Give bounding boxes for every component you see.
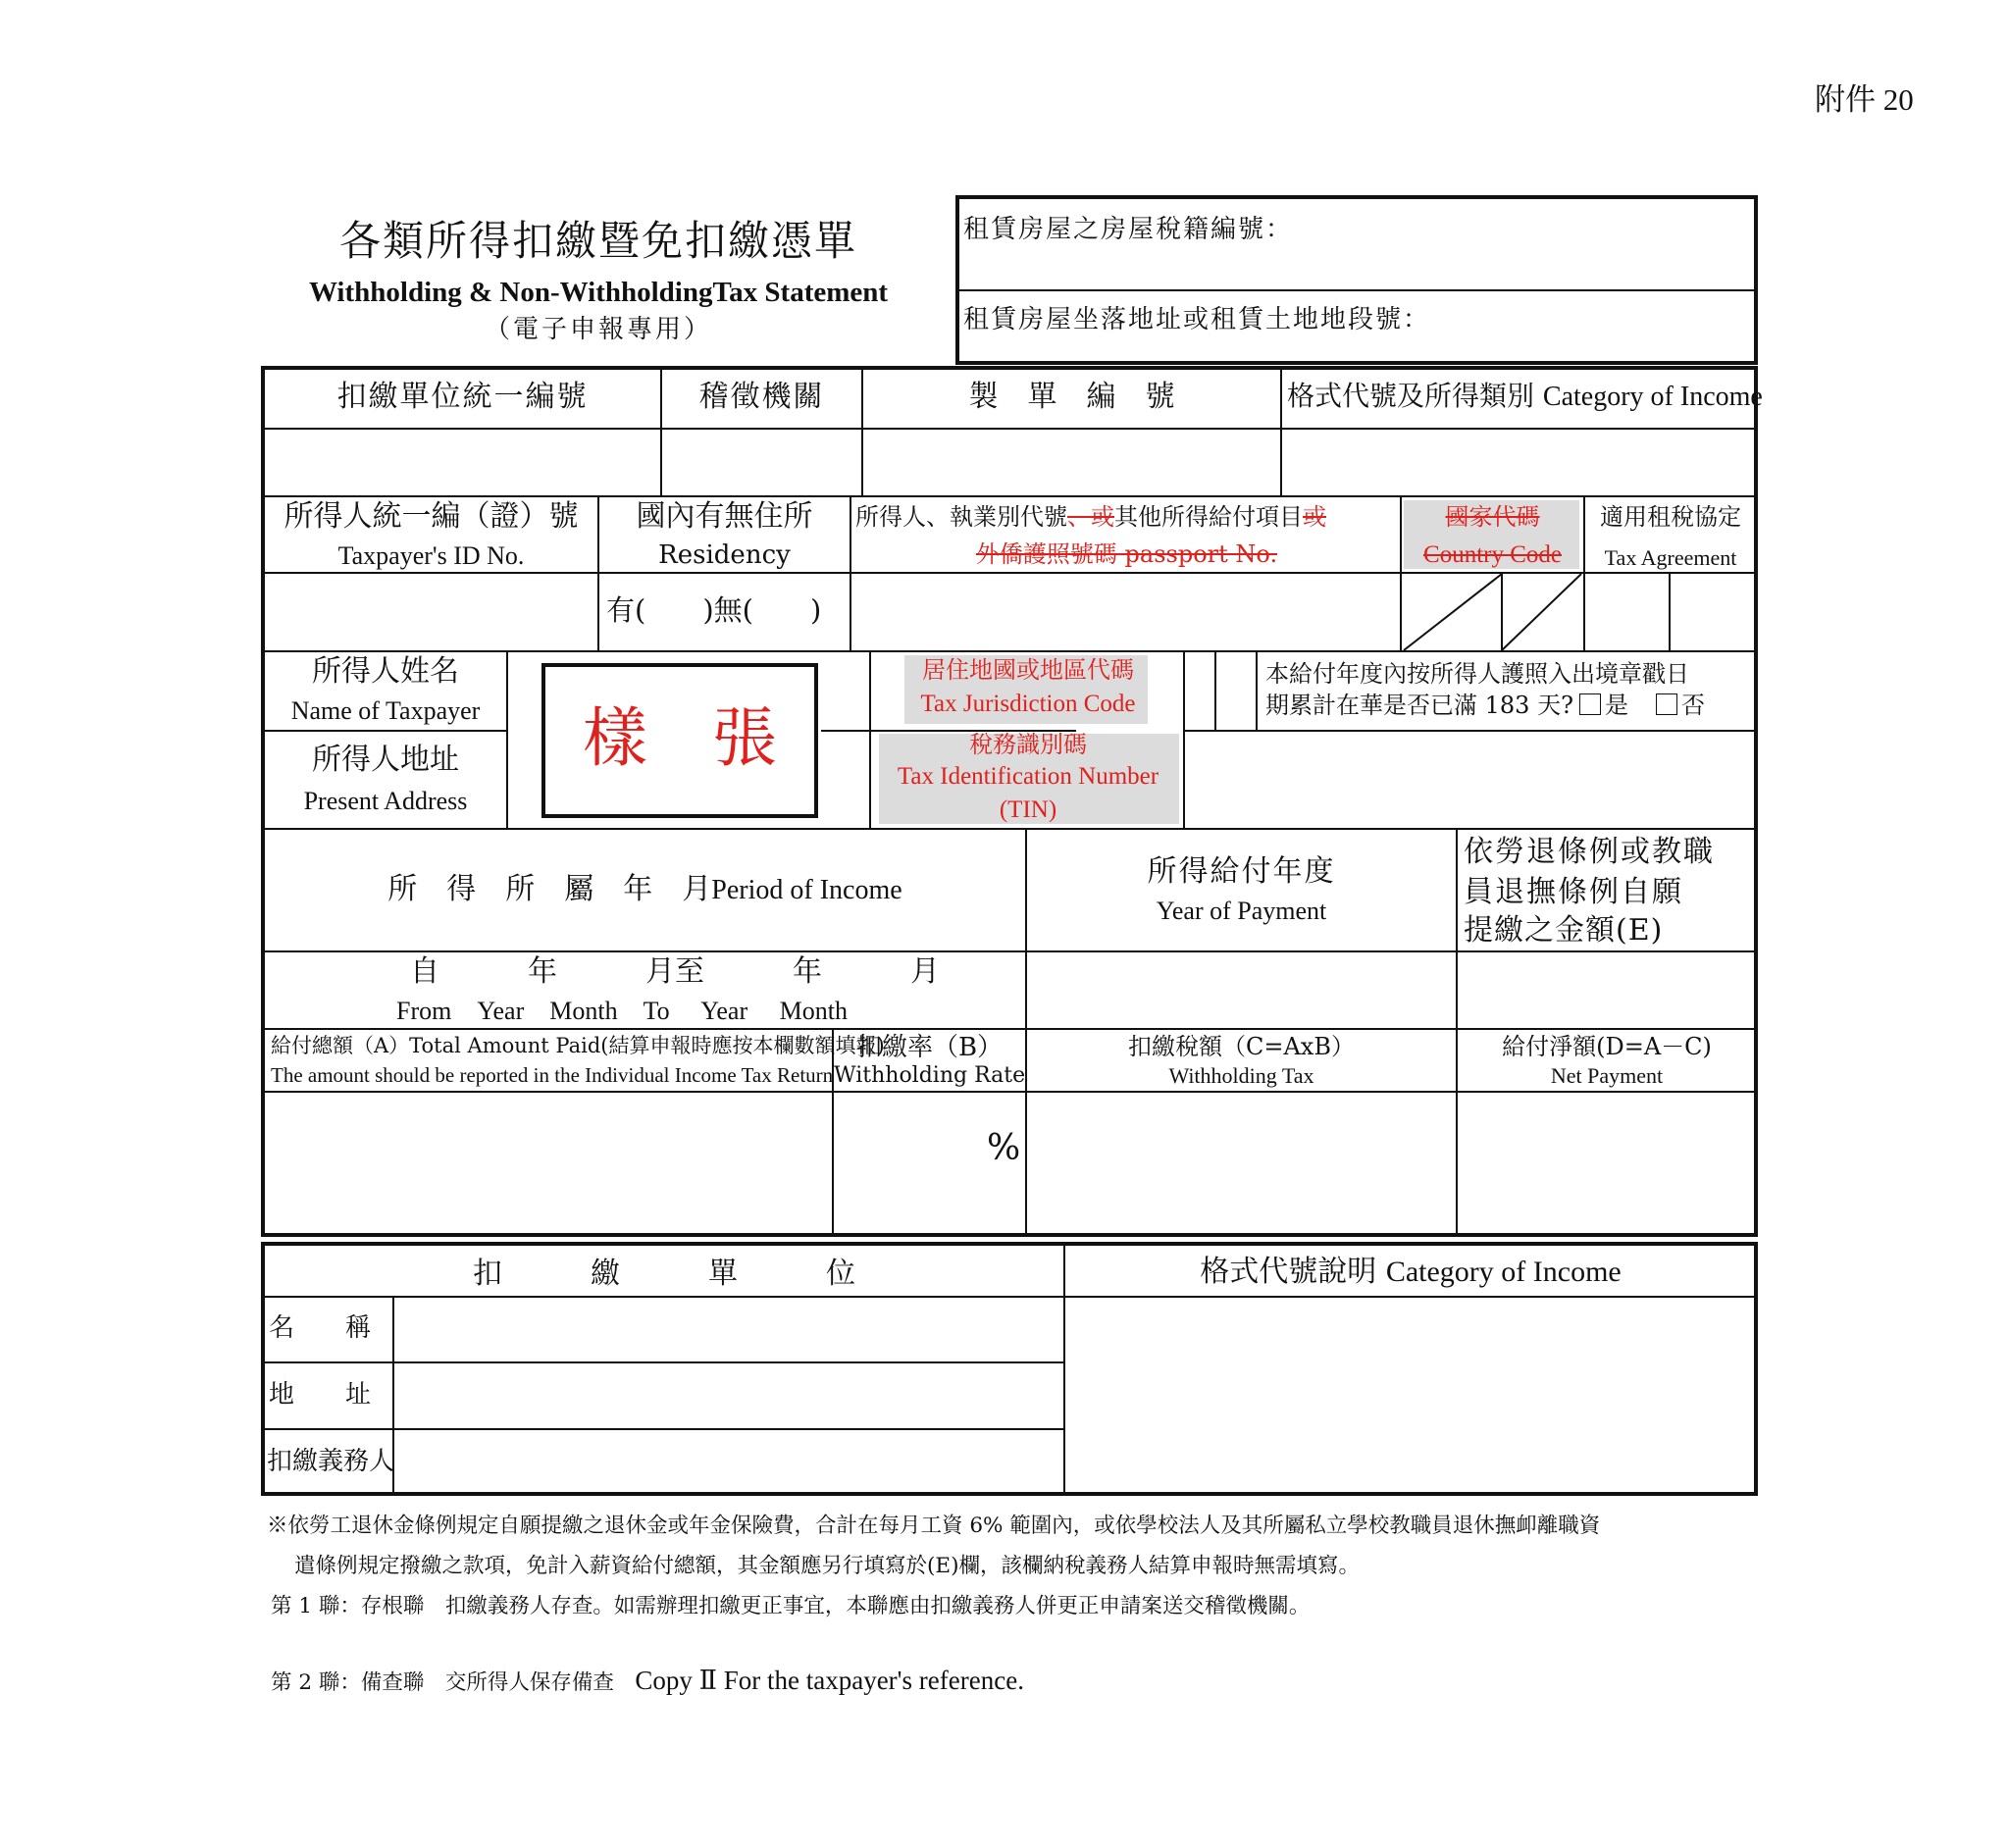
divider [263, 650, 1756, 652]
rental-tax-id-label: 租賃房屋之房屋稅籍編號： [963, 215, 1294, 244]
divider [263, 950, 1756, 952]
residency-no[interactable]: 無( ) [713, 593, 822, 627]
category-description-header [1065, 1256, 1756, 1290]
divider [506, 650, 508, 828]
copy2-note-zh: 第 2 聯：備查聯 交所得人保存備查 [271, 1670, 614, 1695]
withholder-id-header: 扣繳單位統一編號 [336, 380, 589, 414]
copy2-note [271, 1666, 1024, 1696]
copy1-note: 第 1 聯：存根聯 扣繳義務人存查。如需辦理扣繳更正事宜，本聯應由扣繳義務人併更正申請案送交稽徵機關。 [271, 1594, 1311, 1618]
divider [1456, 830, 1458, 1235]
stay-no-label: 否 [1680, 692, 1705, 719]
category-header-en: Category of Income [1542, 382, 1763, 412]
withholder-header: 扣 繳 單 位 [473, 1257, 855, 1291]
period-label [265, 873, 1025, 907]
divider [263, 828, 1756, 830]
divider [1183, 730, 1756, 732]
tax-agreement-label-en: Tax Agreement [1604, 545, 1737, 570]
percent-sign: % [987, 1128, 1021, 1168]
payment-year-label-zh: 所得給付年度 [1147, 854, 1336, 889]
divider [1280, 368, 1282, 495]
tax-office-header: 稽徵機關 [698, 380, 825, 414]
payment-year-label-en: Year of Payment [1156, 897, 1327, 925]
period-range-zh: 自 年 月至 年 月 [410, 954, 940, 989]
period-label-en: Period of Income [711, 875, 902, 905]
taxpayer-name-label-zh: 所得人姓名 [312, 654, 459, 689]
tax-agreement-label-zh: 適用租稅協定 [1600, 503, 1741, 531]
category-description-zh: 格式代號說明 [1200, 1255, 1377, 1289]
jurisdiction-label-en: Tax Jurisdiction Code [920, 691, 1136, 717]
category-header [1287, 381, 1763, 413]
occupation-label [855, 504, 1326, 532]
divider [869, 650, 871, 828]
divider [263, 495, 1756, 497]
divider [850, 495, 851, 650]
stay-question-line2 [1265, 693, 1705, 720]
divider [263, 1361, 1065, 1363]
taxpayer-id-label-en: Taxpayer's ID No. [337, 541, 525, 570]
occupation-strike-1: 、或 [1067, 503, 1114, 531]
total-amount-label-zh: 給付總額（A）Total Amount Paid(結算申報時應按本欄數額填報) [271, 1034, 885, 1057]
sample-stamp-text: 樣 張 [583, 700, 777, 776]
tin-label-en: Tax Identification Number [897, 763, 1159, 790]
voluntary-contribution-l1: 依勞退條例或教職 [1464, 835, 1715, 869]
occupation-strike-2: 或 [1303, 503, 1326, 531]
stay-yes-label: 是 [1604, 692, 1628, 719]
attachment-number: 附件 20 [1815, 82, 1914, 117]
category-description-en: Category of Income [1385, 1256, 1622, 1288]
copy2-note-en: Copy Ⅱ For the taxpayer's reference. [635, 1666, 1024, 1695]
withholding-rate-label-en: Withholding Rate [834, 1063, 1026, 1088]
divider [1256, 650, 1258, 730]
footnote-line2: 遣條例規定撥繳之款項，免計入薪資給付總額，其金額應另行填寫於(E)欄，該欄納稅義務人結算申報時無需填寫。 [294, 1554, 1360, 1578]
taxpayer-name-label-en: Name of Taxpayer [290, 696, 481, 725]
rental-address-label: 租賃房屋坐落地址或租賃土地地段號： [963, 305, 1431, 334]
occupation-text-a: 所得人、執業別代號 [855, 503, 1067, 531]
stay-yes-checkbox[interactable] [1579, 693, 1601, 715]
net-payment-label-zh: 給付淨額(D=A－C) [1502, 1033, 1712, 1060]
residency-label-zh: 國內有無住所 [636, 499, 813, 534]
taxpayer-address-label-zh: 所得人地址 [312, 743, 459, 777]
withholding-tax-label-en: Withholding Tax [1168, 1063, 1314, 1088]
withholding-tax-label-zh: 扣繳稅額（C=AxB） [1128, 1033, 1355, 1060]
stay-question-line1: 本給付年度內按所得人護照入出境章戳日 [1265, 660, 1689, 688]
occupation-text-b: 其他所得給付項目 [1114, 503, 1303, 531]
stay-question-text: 期累計在華是否已滿 183 天? [1265, 692, 1573, 719]
footnote-line1: ※依勞工退休金條例規定自願提繳之退休金或年金保險費，合計在每月工資 6% 範圍內，或依學校法人及其所屬私立學校教職員退休撫卹離職資 [267, 1514, 1601, 1538]
net-payment-label-en: Net Payment [1550, 1063, 1664, 1088]
residency-options [606, 594, 821, 627]
country-code-label-en: Country Code [1423, 541, 1562, 568]
divider [1214, 650, 1216, 730]
passport-label-struck: 外僑護照號碼 passport No. [975, 540, 1278, 568]
tin-label-zh: 稅務識別碼 [969, 731, 1087, 758]
withholder-address-label: 地 址 [269, 1380, 372, 1410]
taxpayer-address-label-en: Present Address [303, 787, 468, 815]
serial-no-header: 製 單 編 號 [968, 380, 1175, 414]
country-code-slash [1402, 574, 1583, 650]
residency-label-en: Residency [658, 540, 791, 570]
divider [263, 1428, 1065, 1430]
jurisdiction-label-zh: 居住地國或地區代碼 [922, 656, 1134, 684]
stay-no-checkbox[interactable] [1656, 693, 1677, 715]
taxpayer-id-label-zh: 所得人統一編（證）號 [283, 499, 579, 534]
voluntary-contribution-l2: 員退撫條例自願 [1464, 875, 1683, 909]
voluntary-contribution-l3: 提繳之金額(E) [1464, 913, 1664, 948]
divider [263, 1028, 1756, 1030]
tin-label-abbr: (TIN) [999, 796, 1057, 823]
form-title-note: （電子申報專用） [484, 315, 712, 344]
divider [1025, 830, 1027, 1235]
withholder-name-label: 名 稱 [269, 1313, 372, 1343]
slash-1 [1404, 574, 1502, 650]
category-header-zh: 格式代號及所得類別 [1287, 380, 1535, 412]
divider [263, 1296, 1756, 1298]
form-title-en: Withholding & Non-WithholdingTax Statement [308, 277, 889, 308]
divider [263, 1091, 1756, 1093]
divider [263, 730, 508, 732]
divider [1669, 574, 1671, 650]
slash-2 [1502, 574, 1581, 650]
residency-yes[interactable]: 有( ) [606, 593, 714, 627]
withholding-rate-label-zh: 扣繳率（B） [855, 1033, 1004, 1062]
form-title-zh: 各類所得扣繳暨免扣繳憑單 [338, 217, 857, 265]
period-range-en: From Year Month To Year Month [396, 997, 848, 1025]
period-label-zh: 所 得 所 屬 年 月 [387, 872, 712, 906]
divider [1183, 650, 1185, 828]
divider [957, 289, 1756, 291]
divider [263, 428, 1756, 430]
total-amount-label-en: The amount should be reported in the Individual Income Tax Return [271, 1063, 834, 1087]
withholding-agent-label: 扣繳義務人 [267, 1447, 395, 1476]
country-code-label-zh: 國家代碼 [1445, 503, 1540, 531]
